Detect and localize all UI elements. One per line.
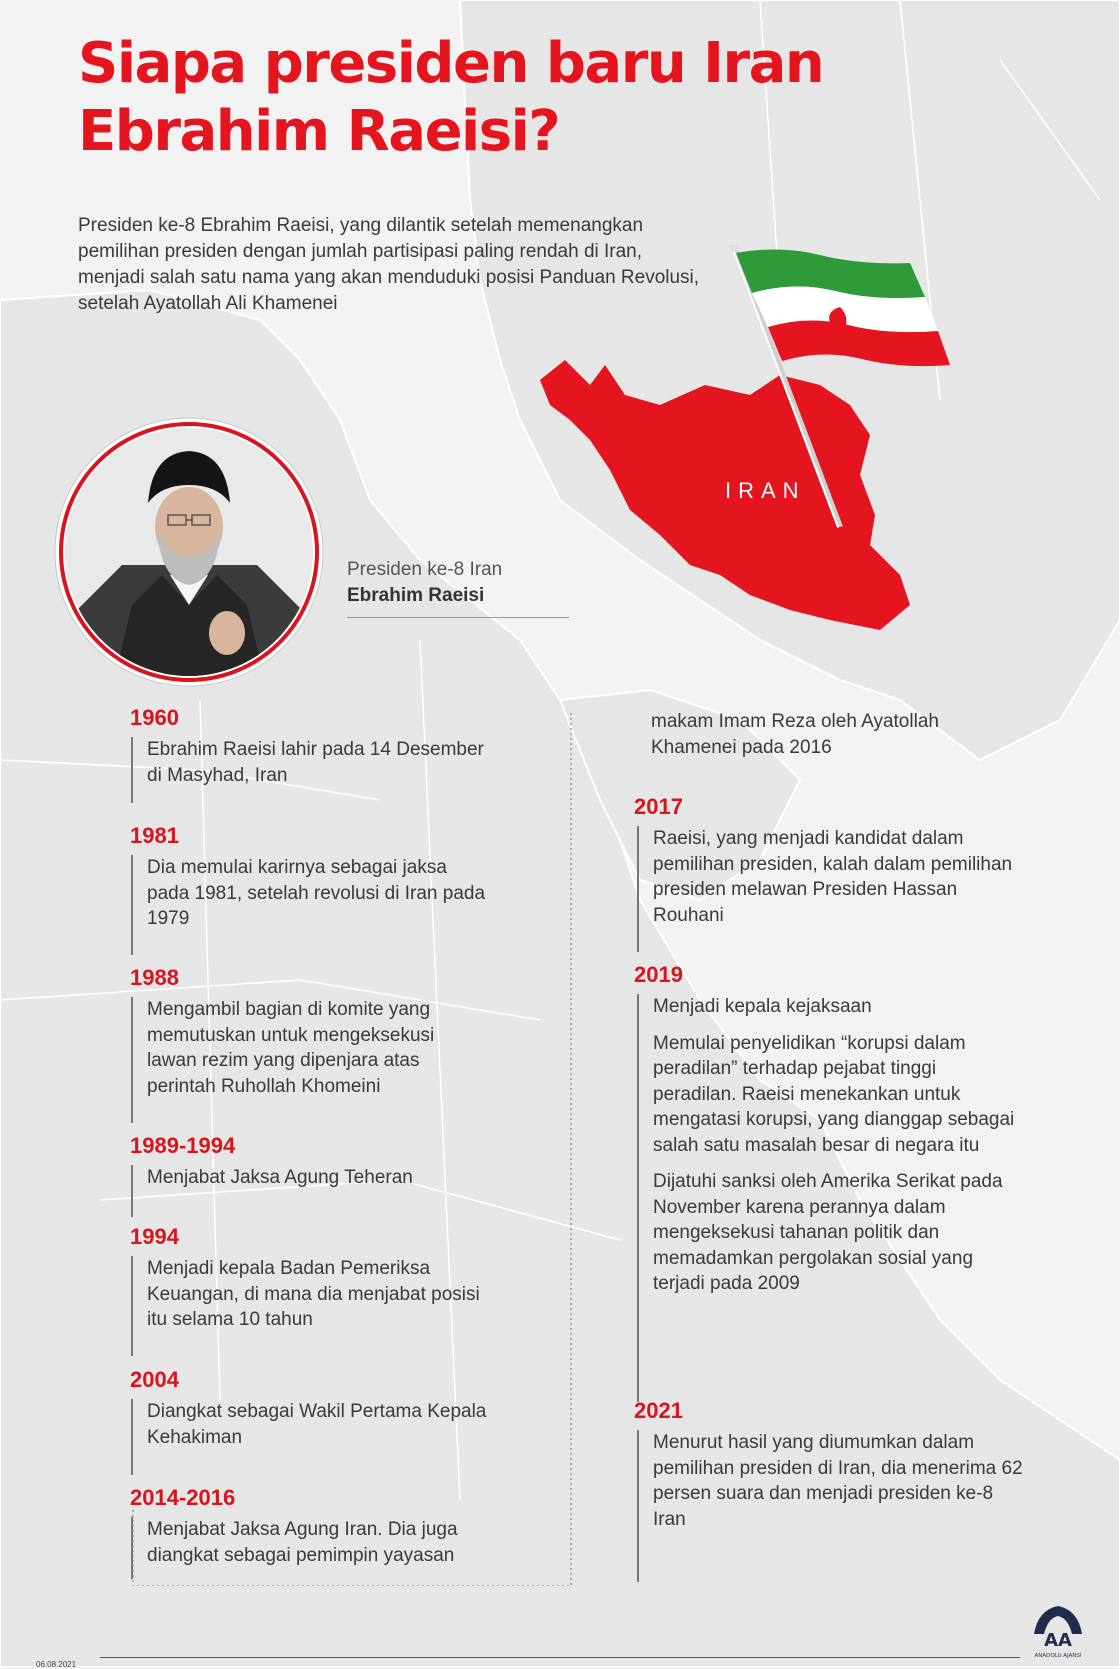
year-1989-1994: 1989-1994 (130, 1133, 236, 1158)
event-text: Raeisi, yang menjadi kandidat dalam pemilihan presiden, kalah dalam pemilihan presiden melawan Presiden Hassan Rouhani (653, 828, 1013, 926)
event-2014-2016-continued (637, 709, 1021, 759)
event-text: Menjadi kepala kejaksaan (653, 996, 872, 1017)
year-2004: 2004 (130, 1367, 179, 1392)
year-2019: 2019 (634, 962, 683, 987)
event-2017 (637, 826, 1023, 952)
caption-role: Presiden ke-8 Iran (347, 559, 503, 580)
event-text: Diangkat sebagai Wakil Pertama Kepala Kehakiman (147, 1401, 487, 1448)
year-2021: 2021 (634, 1398, 683, 1423)
event-1994 (131, 1256, 487, 1356)
anadolu-logo (1030, 1600, 1086, 1660)
event-text: Memulai penyelidikan “korupsi dalam peradilan” terhadap pejabat tinggi peradilan. Raeisi menekankan untuk mengatasi korupsi, yang dianggap sebagai salah satu masalah besar di negara itu (653, 1032, 1015, 1156)
title-line-2: Ebrahim Raeisi? (78, 99, 560, 164)
iran-map (530, 245, 1010, 685)
year-1994: 1994 (130, 1224, 179, 1249)
event-text: Mengambil bagian di komite yang memutuskan untuk mengeksekusi lawan rezim yang dipenjara atas perintah Ruhollah Khomeini (147, 999, 435, 1097)
event-text: Menjadi kepala Badan Pemeriksa Keuangan, di mana dia menjabat posisi itu selama 10 tahun (147, 1258, 480, 1330)
page-title (78, 30, 823, 166)
event-1981 (131, 855, 487, 955)
event-2004 (131, 1399, 487, 1475)
event-text: makam Imam Reza oleh Ayatollah Khamenei pada 2016 (651, 711, 939, 758)
caption-name: Ebrahim Raeisi (347, 585, 485, 606)
event-text: Menjabat Jaksa Agung Iran. Dia juga diangkat sebagai pemimpin yayasan (147, 1519, 458, 1566)
event-text: Dia memulai karirnya sebagai jaksa pada 1981, setelah revolusi di Iran pada 1979 (147, 857, 486, 929)
title-line-1: Siapa presiden baru Iran (78, 31, 824, 96)
logo-text: ANADOLU AJANSI (1034, 1653, 1082, 1659)
map-label: IRAN (725, 478, 806, 503)
year-1988: 1988 (130, 965, 179, 990)
event-1988 (131, 997, 487, 1123)
year-2014-2016: 2014-2016 (130, 1485, 236, 1510)
event-text: Dijatuhi sanksi oleh Amerika Serikat pada November karena perannya dalam mengeksekusi tahanan politik dan memadamkan pergolakan sosial yang terjadi pada 2009 (653, 1171, 1003, 1294)
event-text: Ebrahim Raeisi lahir pada 14 Desember di Masyhad, Iran (147, 739, 484, 786)
logo-letters: AA (1044, 1630, 1072, 1651)
event-1960 (131, 737, 487, 803)
year-1960: 1960 (130, 705, 179, 730)
event-text: Menjabat Jaksa Agung Teheran (147, 1167, 413, 1188)
footer-date: 06.08.2021 (36, 1660, 77, 1669)
event-2019 (637, 994, 1023, 1402)
event-2021 (637, 1430, 1023, 1582)
event-1989-1994 (131, 1165, 487, 1217)
year-1981: 1981 (130, 823, 179, 848)
footer-divider (100, 1657, 1020, 1658)
year-2017: 2017 (634, 794, 683, 819)
event-2014-2016 (131, 1517, 513, 1579)
portrait-photo (52, 415, 326, 689)
intro-paragraph: Presiden ke-8 Ebrahim Raeisi, yang dilantik setelah memenangkan pemilihan presiden dengan jumlah partisipasi paling rendah di Iran, menjadi salah satu nama yang akan menduduki posisi Panduan Revolusi, setelah Ayatollah Ali Khamenei (78, 215, 700, 314)
event-text: Menurut hasil yang diumumkan dalam pemilihan presiden di Iran, dia menerima 62 persen suara dan menjadi presiden ke-8 Iran (653, 1432, 1023, 1530)
